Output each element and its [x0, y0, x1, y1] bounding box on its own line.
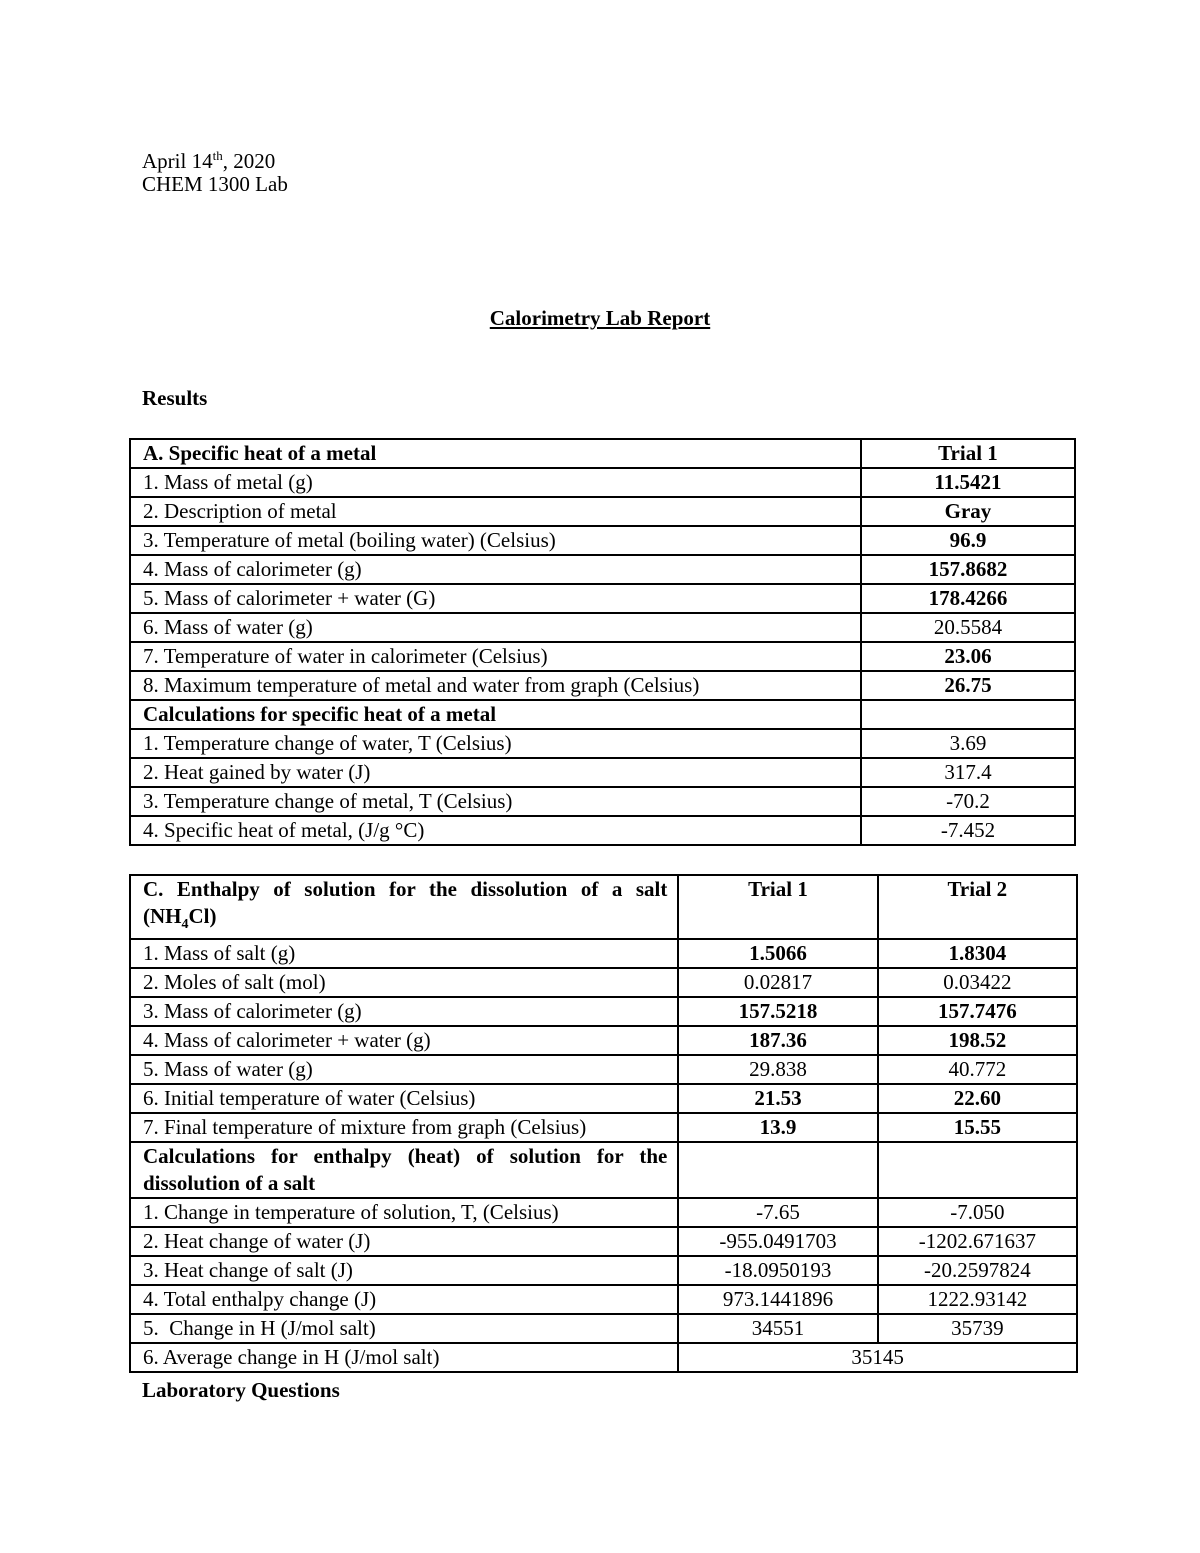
- trial-2-value: 40.772: [878, 1055, 1077, 1084]
- table-row: [130, 468, 1075, 497]
- row-label: 7. Temperature of water in calorimeter (Celsius): [130, 642, 861, 671]
- row-value: -70.2: [861, 787, 1075, 816]
- row-label: 2. Description of metal: [130, 497, 861, 526]
- trial-1-header: Trial 1: [861, 439, 1075, 468]
- row-label: 8. Maximum temperature of metal and water from graph (Celsius): [130, 671, 861, 700]
- date-suffix: , 2020: [222, 149, 276, 173]
- table-row: [130, 497, 1075, 526]
- row-label: 1. Change in temperature of solution, T, (Celsius): [130, 1198, 678, 1227]
- trial-2-value: 1222.93142: [878, 1285, 1077, 1314]
- trial-2-value: 198.52: [878, 1026, 1077, 1055]
- calc-heading-line1: Calculations for enthalpy (heat) of solution for the: [143, 1144, 668, 1169]
- trial-2-value: -1202.671637: [878, 1227, 1077, 1256]
- trial-1-value: 34551: [678, 1314, 877, 1343]
- empty-cell: [878, 1142, 1077, 1198]
- row-value: 11.5421: [861, 468, 1075, 497]
- results-heading: Results: [142, 386, 208, 410]
- table-row: [130, 1285, 1077, 1314]
- table-c-heading-line2: $(NH_4Cl)$: [143, 904, 217, 933]
- row-label: 2. Moles of salt (mol): [130, 968, 678, 997]
- table-row: [130, 729, 1075, 758]
- trial-1-value: 13.9: [678, 1113, 877, 1142]
- specific-heat-table: [129, 438, 1076, 846]
- table-row: [130, 613, 1075, 642]
- trial-2-value: 157.7476: [878, 997, 1077, 1026]
- table-row: [130, 968, 1077, 997]
- trial-1-value: 0.02817: [678, 968, 877, 997]
- trial-1-value: 973.1441896: [678, 1285, 877, 1314]
- calc-heading-line2: dissolution of a salt: [143, 1171, 316, 1196]
- row-value: -7.452: [861, 816, 1075, 845]
- row-label: 4. Specific heat of metal, (J/g °C): [130, 816, 861, 845]
- calc-heading-row: [130, 1142, 1077, 1198]
- table-row: [130, 1314, 1077, 1343]
- table-row: [130, 758, 1075, 787]
- row-value: 178.4266: [861, 584, 1075, 613]
- row-value: 26.75: [861, 671, 1075, 700]
- row-label: 1. Temperature change of water, T (Celsius): [130, 729, 861, 758]
- table-c-heading-line1: C. Enthalpy of solution for the dissolution of a salt: [143, 877, 668, 901]
- table-row: [130, 939, 1077, 968]
- row-label: 1. Mass of metal (g): [130, 468, 861, 497]
- date-superscript: th: [212, 148, 223, 163]
- row-value: 23.06: [861, 642, 1075, 671]
- table-row: [130, 642, 1075, 671]
- trial-1-value: 29.838: [678, 1055, 877, 1084]
- table-a-heading: A. Specific heat of a metal: [130, 439, 861, 468]
- table-row: [130, 997, 1077, 1026]
- enthalpy-table: [129, 874, 1078, 1373]
- table-row: [130, 1026, 1077, 1055]
- row-label: 6. Initial temperature of water (Celsius): [130, 1084, 678, 1113]
- row-label: 3. Mass of calorimeter (g): [130, 997, 678, 1026]
- trial-2-value: 1.8304: [878, 939, 1077, 968]
- table-row: [130, 555, 1075, 584]
- row-label: 2. Heat gained by water (J): [130, 758, 861, 787]
- row-label: 7. Final temperature of mixture from graph (Celsius): [130, 1113, 678, 1142]
- table-row: [130, 671, 1075, 700]
- row-label: 3. Heat change of salt (J): [130, 1256, 678, 1285]
- row-value: 3.69: [861, 729, 1075, 758]
- table-c-heading: [130, 875, 678, 939]
- trial-2-value: 15.55: [878, 1113, 1077, 1142]
- table-row: [130, 584, 1075, 613]
- trial-2-value: 35739: [878, 1314, 1077, 1343]
- row-label: 4. Mass of calorimeter + water (g): [130, 1026, 678, 1055]
- row-value: 157.8682: [861, 555, 1075, 584]
- trial-2-value: 22.60: [878, 1084, 1077, 1113]
- calc-heading-row: [130, 700, 1075, 729]
- row-label: 3. Temperature change of metal, T (Celsius): [130, 787, 861, 816]
- table-row: [130, 1055, 1077, 1084]
- row-label: 4. Mass of calorimeter (g): [130, 555, 861, 584]
- row-label: 2. Heat change of water (J): [130, 1227, 678, 1256]
- trial-1-value: 187.36: [678, 1026, 877, 1055]
- row-label: 3. Temperature of metal (boiling water) (Celsius): [130, 526, 861, 555]
- row-value: Gray: [861, 497, 1075, 526]
- table-row: [130, 787, 1075, 816]
- trial-1-value: 157.5218: [678, 997, 877, 1026]
- table-row: [130, 816, 1075, 845]
- table-header-row: [130, 875, 1077, 939]
- trial-2-value: -20.2597824: [878, 1256, 1077, 1285]
- laboratory-questions-heading: Laboratory Questions: [142, 1378, 340, 1402]
- report-title: Calorimetry Lab Report: [489, 306, 711, 330]
- row-value: 317.4: [861, 758, 1075, 787]
- trial-2-value: -7.050: [878, 1198, 1077, 1227]
- trial-1-value: -7.65: [678, 1198, 877, 1227]
- empty-cell: [678, 1142, 877, 1198]
- table-row: [130, 1084, 1077, 1113]
- average-row: [130, 1343, 1077, 1372]
- date-prefix: April 14: [142, 149, 213, 173]
- table-row: [130, 526, 1075, 555]
- trial-2-value: 0.03422: [878, 968, 1077, 997]
- row-label: 5. Mass of calorimeter + water (G): [130, 584, 861, 613]
- course-line: CHEM 1300 Lab: [142, 172, 288, 196]
- average-value: 35145: [678, 1343, 1077, 1372]
- calc-heading: Calculations for specific heat of a metal: [130, 700, 861, 729]
- table-row: [130, 1113, 1077, 1142]
- row-label: 6. Mass of water (g): [130, 613, 861, 642]
- trial-1-value: 21.53: [678, 1084, 877, 1113]
- row-label: 1. Mass of salt (g): [130, 939, 678, 968]
- table-row: [130, 1198, 1077, 1227]
- calc-heading: [130, 1142, 678, 1198]
- table-row: [130, 1256, 1077, 1285]
- trial-1-value: -955.0491703: [678, 1227, 877, 1256]
- row-label: 6. Average change in H (J/mol salt): [130, 1343, 678, 1372]
- row-value: 20.5584: [861, 613, 1075, 642]
- row-label: 4. Total enthalpy change (J): [130, 1285, 678, 1314]
- row-value: 96.9: [861, 526, 1075, 555]
- trial-1-header: Trial 1: [678, 875, 877, 939]
- trial-1-value: -18.0950193: [678, 1256, 877, 1285]
- trial-1-value: 1.5066: [678, 939, 877, 968]
- table-row: [130, 1227, 1077, 1256]
- row-label: 5. Mass of water (g): [130, 1055, 678, 1084]
- table-header-row: [130, 439, 1075, 468]
- row-label: 5. Change in H (J/mol salt): [130, 1314, 678, 1343]
- trial-2-header: Trial 2: [878, 875, 1077, 939]
- empty-cell: [861, 700, 1075, 729]
